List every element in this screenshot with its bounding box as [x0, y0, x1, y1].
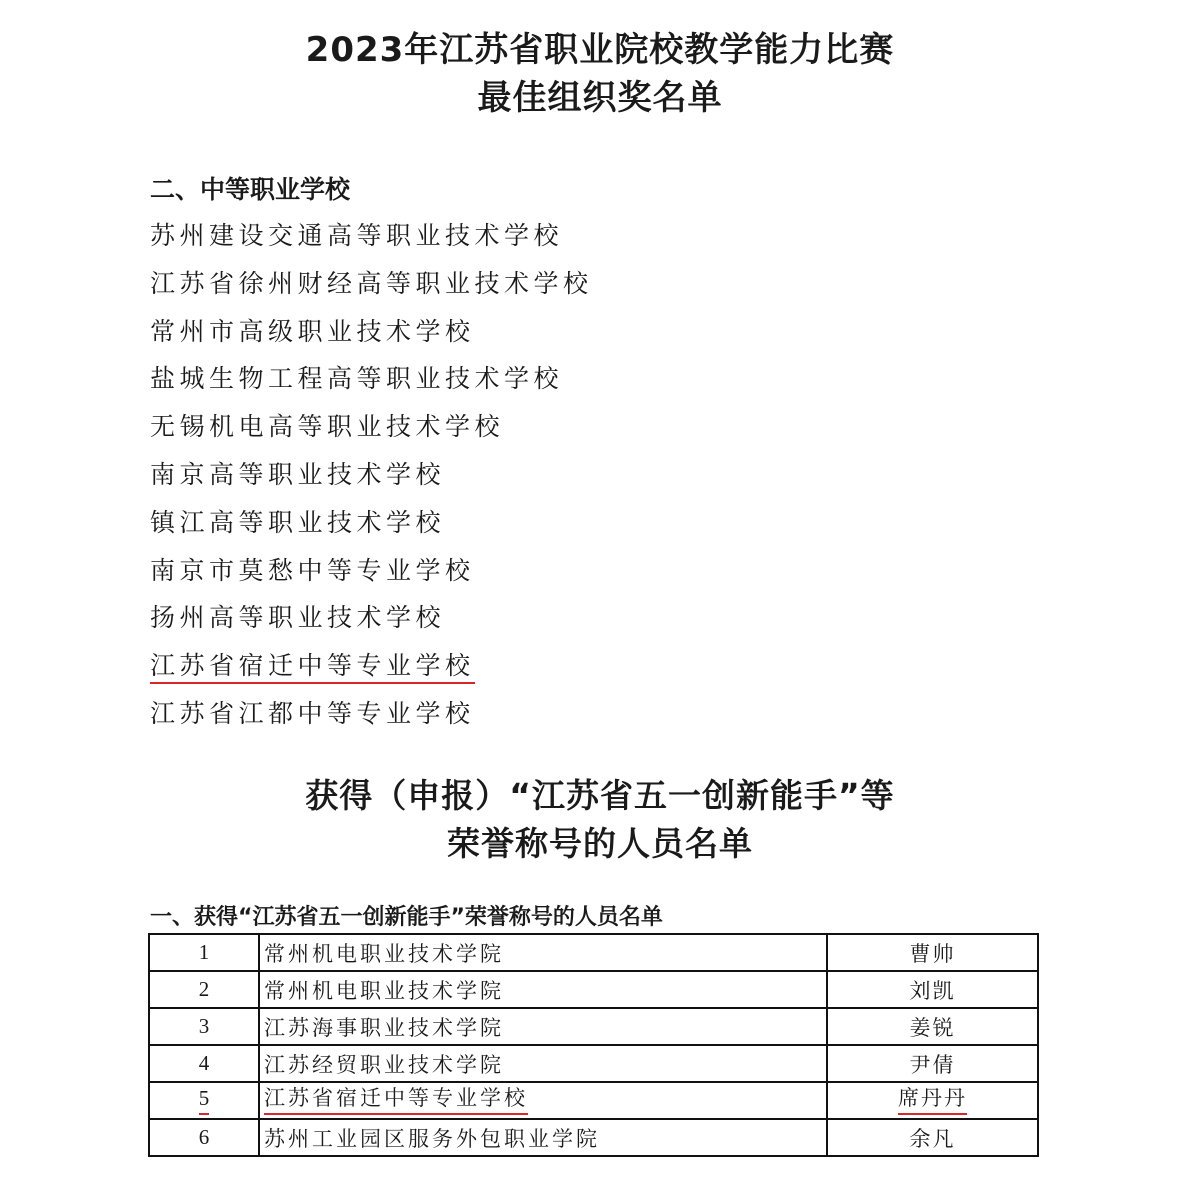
highlighted-number: 5 [199, 1087, 210, 1114]
list-item: 盐城生物工程高等职业技术学校 [150, 364, 564, 394]
highlighted-school: 江苏省宿迁中等专业学校 [264, 1087, 528, 1114]
table-row [149, 934, 1038, 971]
list-item: 南京市莫愁中等专业学校 [150, 555, 475, 585]
list-item: 扬州高等职业技术学校 [150, 603, 446, 633]
row-school [259, 1082, 827, 1119]
table-row [149, 1008, 1038, 1045]
award-title-line2: 最佳组织奖名单 [477, 78, 723, 118]
list-item: 南京高等职业技术学校 [150, 459, 446, 489]
row-school: 苏州工业园区服务外包职业学院 [259, 1119, 827, 1156]
row-number: 6 [149, 1119, 259, 1156]
table-row [149, 971, 1038, 1008]
row-school: 江苏经贸职业技术学院 [259, 1045, 827, 1082]
row-number [149, 1082, 259, 1119]
row-person-name: 刘凯 [827, 971, 1038, 1008]
row-person-name: 曹帅 [827, 934, 1038, 971]
honor-title-line1: 获得（申报）“江苏省五一创新能手”等 [305, 776, 895, 815]
list-item: 镇江高等职业技术学校 [150, 507, 446, 537]
row-school: 常州机电职业技术学院 [259, 934, 827, 971]
highlighted-school: 江苏省宿迁中等专业学校 [150, 652, 475, 684]
highlighted-person: 席丹丹 [898, 1087, 967, 1114]
list-item: 常州市高级职业技术学校 [150, 316, 475, 346]
section-heading-winners: 一、获得“江苏省五一创新能手”荣誉称号的人员名单 [150, 905, 663, 930]
row-person-name: 余凡 [827, 1119, 1038, 1156]
row-school: 常州机电职业技术学院 [259, 971, 827, 1008]
row-number: 2 [149, 971, 259, 1008]
table-row [149, 1119, 1038, 1156]
row-person-name [827, 1082, 1038, 1119]
table-row-highlighted [149, 1082, 1038, 1119]
row-person-name: 尹倩 [827, 1045, 1038, 1082]
list-item: 江苏省徐州财经高等职业技术学校 [150, 268, 593, 298]
list-item-highlighted [150, 642, 593, 690]
honor-table [148, 933, 1039, 1157]
list-item: 江苏省江都中等专业学校 [150, 698, 475, 728]
row-person-name: 姜锐 [827, 1008, 1038, 1045]
row-number: 3 [149, 1008, 259, 1045]
list-item: 无锡机电高等职业技术学校 [150, 412, 505, 442]
honor-title-line2: 荣誉称号的人员名单 [447, 824, 753, 863]
school-list [150, 212, 593, 738]
row-number: 4 [149, 1045, 259, 1082]
table-row [149, 1045, 1038, 1082]
row-school: 江苏海事职业技术学院 [259, 1008, 827, 1045]
list-item: 苏州建设交通高等职业技术学校 [150, 221, 564, 250]
award-title-line1: 2023年江苏省职业院校教学能力比赛 [305, 30, 895, 70]
row-number: 1 [149, 934, 259, 971]
section-heading-secondary-schools: 二、中等职业学校 [150, 175, 351, 204]
